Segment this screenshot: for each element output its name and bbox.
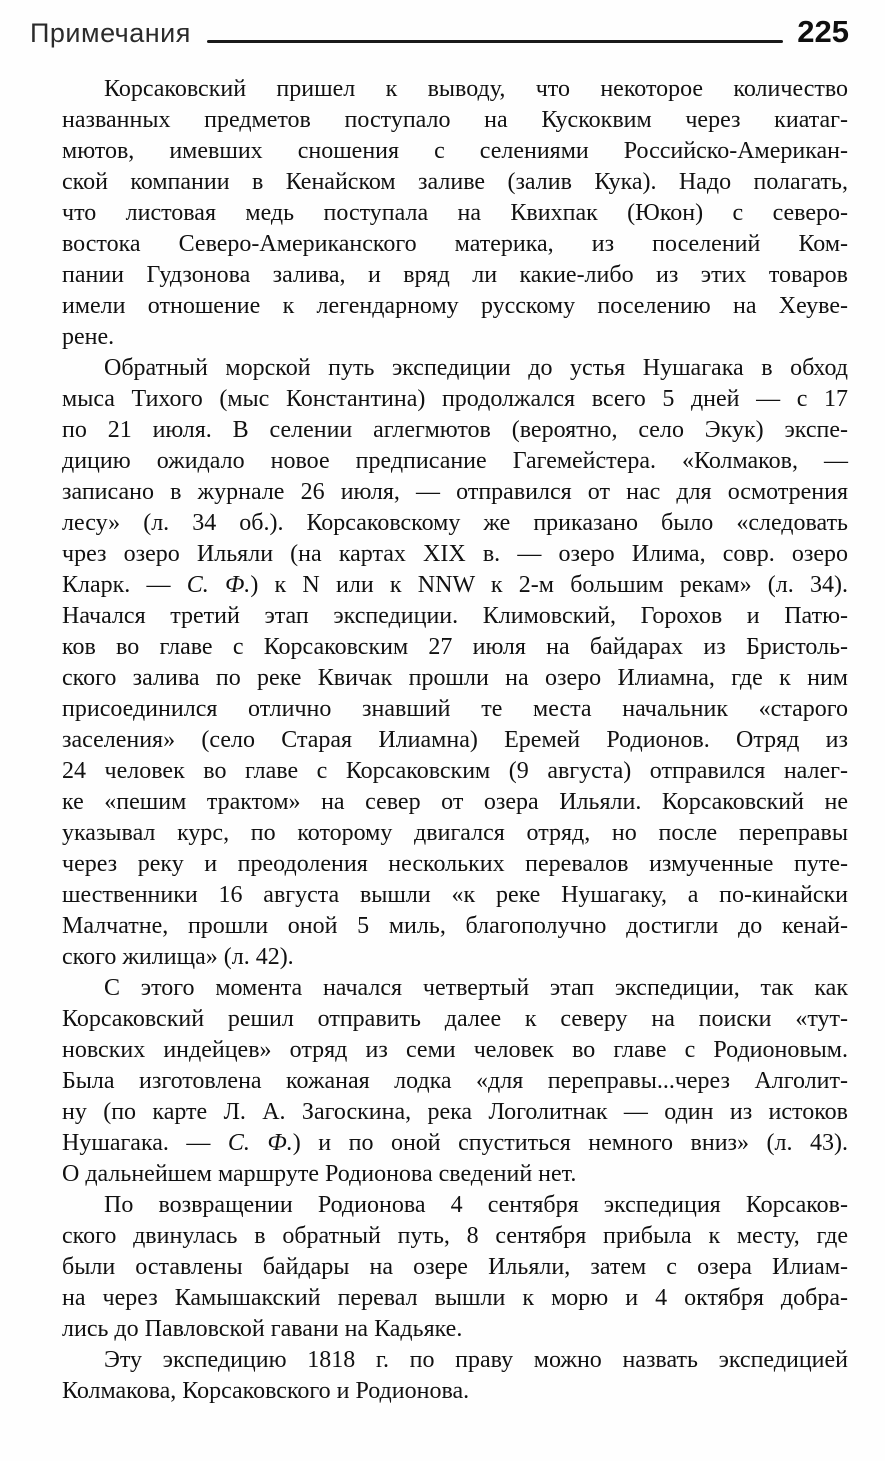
text-line: Корсаковский пришел к выводу, что некоторое количество (104, 76, 848, 102)
text-line: Малчатне, прошли оной 5 миль, благополучно достигли до кенай- (62, 913, 848, 939)
paragraph (62, 1190, 848, 1345)
page-header (0, 0, 885, 47)
text-line: заселения» (село Старая Илиамна) Еремей Родионов. Отряд из (62, 727, 848, 753)
text-segment: Нушагака. — (62, 1130, 228, 1156)
header-title: Примечания (30, 18, 191, 48)
text-line: на через Камышакский перевал вышли к морю и 4 октября добра- (62, 1285, 848, 1311)
text-line: были оставлены байдары на озере Ильяли, затем с озера Илиам- (62, 1254, 848, 1280)
paragraph (62, 1345, 848, 1407)
text-line: указывал курс, по которому двигался отряд, но после переправы (62, 820, 848, 846)
header-rule (207, 40, 783, 43)
text-line: ского двинулась в обратный путь, 8 сентября прибыла к месту, где (62, 1223, 848, 1249)
text-line: ков во главе с Корсаковским 27 июля на байдарах из Бристоль- (62, 634, 848, 660)
text-line: С этого момента начался четвертый этап экспедиции, так как (104, 975, 848, 1001)
paragraph (62, 973, 848, 1190)
text-line: востока Северо-Американского материка, из поселений Ком- (62, 231, 848, 257)
text-line: ской компании в Кенайском заливе (залив Кука). Надо полагать, (62, 169, 848, 195)
text-line: Корсаковский решил отправить далее к северу на поиски «тут- (62, 1006, 848, 1032)
page-number: 225 (797, 14, 849, 49)
text-line: записано в журнале 26 июля, — отправился от нас для осмотрения (62, 479, 848, 505)
text-line: что листовая медь поступала на Квихпак (Юкон) с северо- (62, 200, 848, 226)
paragraph (62, 353, 848, 973)
text-segment: ) к N или к NNW к 2-м большим рекам» (л. 34). (250, 572, 848, 598)
text-line: О дальнейшем маршруте Родионова сведений нет. (62, 1161, 577, 1187)
text-line: мютов, имевших сношения с селениями Российско-Американ- (62, 138, 848, 164)
text-line: лесу» (л. 34 об.). Корсаковскому же приказано было «следовать (62, 510, 848, 536)
text-line: ского залива по реке Квичак прошли на озеро Илиамна, где к ним (62, 665, 848, 691)
text-line: Обратный морской путь экспедиции до устья Нушагака в обход (104, 355, 848, 381)
paragraph (62, 74, 848, 353)
text-line: присоединился отлично знавший те места начальник «старого (62, 696, 848, 722)
text-line: названных предметов поступало на Кускоквим через киатаг- (62, 107, 848, 133)
text-line: лись до Павловской гавани на Кадьяке. (62, 1316, 463, 1342)
text-line (62, 570, 848, 601)
page-body (0, 74, 885, 1407)
text-line: Эту экспедицию 1818 г. по праву можно назвать экспедицией (104, 1347, 848, 1373)
italic-segment: С. Ф. (227, 1130, 293, 1156)
text-segment: ) и по оной спуститься немного вниз» (л. 43). (292, 1130, 848, 1156)
text-line: чрез озеро Ильяли (на картах XIX в. — озеро Илима, совр. озеро (62, 541, 848, 567)
text-line: По возвращении Родионова 4 сентября экспедиция Корсаков- (104, 1192, 848, 1218)
text-line: ского жилища» (л. 42). (62, 944, 294, 970)
text-line: дицию ожидало новое предписание Гагемейстера. «Колмаков, — (62, 448, 848, 474)
text-line: через реку и преодоления нескольких перевалов измученные путе- (62, 851, 848, 877)
text-line: по 21 июля. В селении аглегмютов (вероятно, село Экук) экспе- (62, 417, 848, 443)
text-line: имели отношение к легендарному русскому поселению на Хеуве- (62, 293, 848, 319)
italic-segment: С. Ф. (186, 572, 251, 598)
text-line: мыса Тихого (мыс Константина) продолжался всего 5 дней — с 17 (62, 386, 848, 412)
text-line (62, 1128, 848, 1159)
text-segment: Кларк. — (62, 572, 187, 598)
text-line: новских индейцев» отряд из семи человек во главе с Родионовым. (62, 1037, 848, 1063)
text-line: пании Гудзонова залива, и вряд ли какие-либо из этих товаров (62, 262, 848, 288)
text-line: Колмакова, Корсаковского и Родионова. (62, 1378, 470, 1404)
text-line: ке «пешим трактом» на север от озера Ильяли. Корсаковский не (62, 789, 848, 815)
text-line: Начался третий этап экспедиции. Климовский, Горохов и Патю- (62, 603, 848, 629)
text-line: 24 человек во главе с Корсаковским (9 августа) отправился налег- (62, 758, 848, 784)
text-line: ну (по карте Л. А. Загоскина, река Логолитнак — один из истоков (62, 1099, 848, 1125)
text-line: шественники 16 августа вышли «к реке Нушагаку, а по-кинайски (62, 882, 848, 908)
text-line: Была изготовлена кожаная лодка «для переправы...через Алголит- (62, 1068, 848, 1094)
text-line: рене. (62, 324, 115, 350)
